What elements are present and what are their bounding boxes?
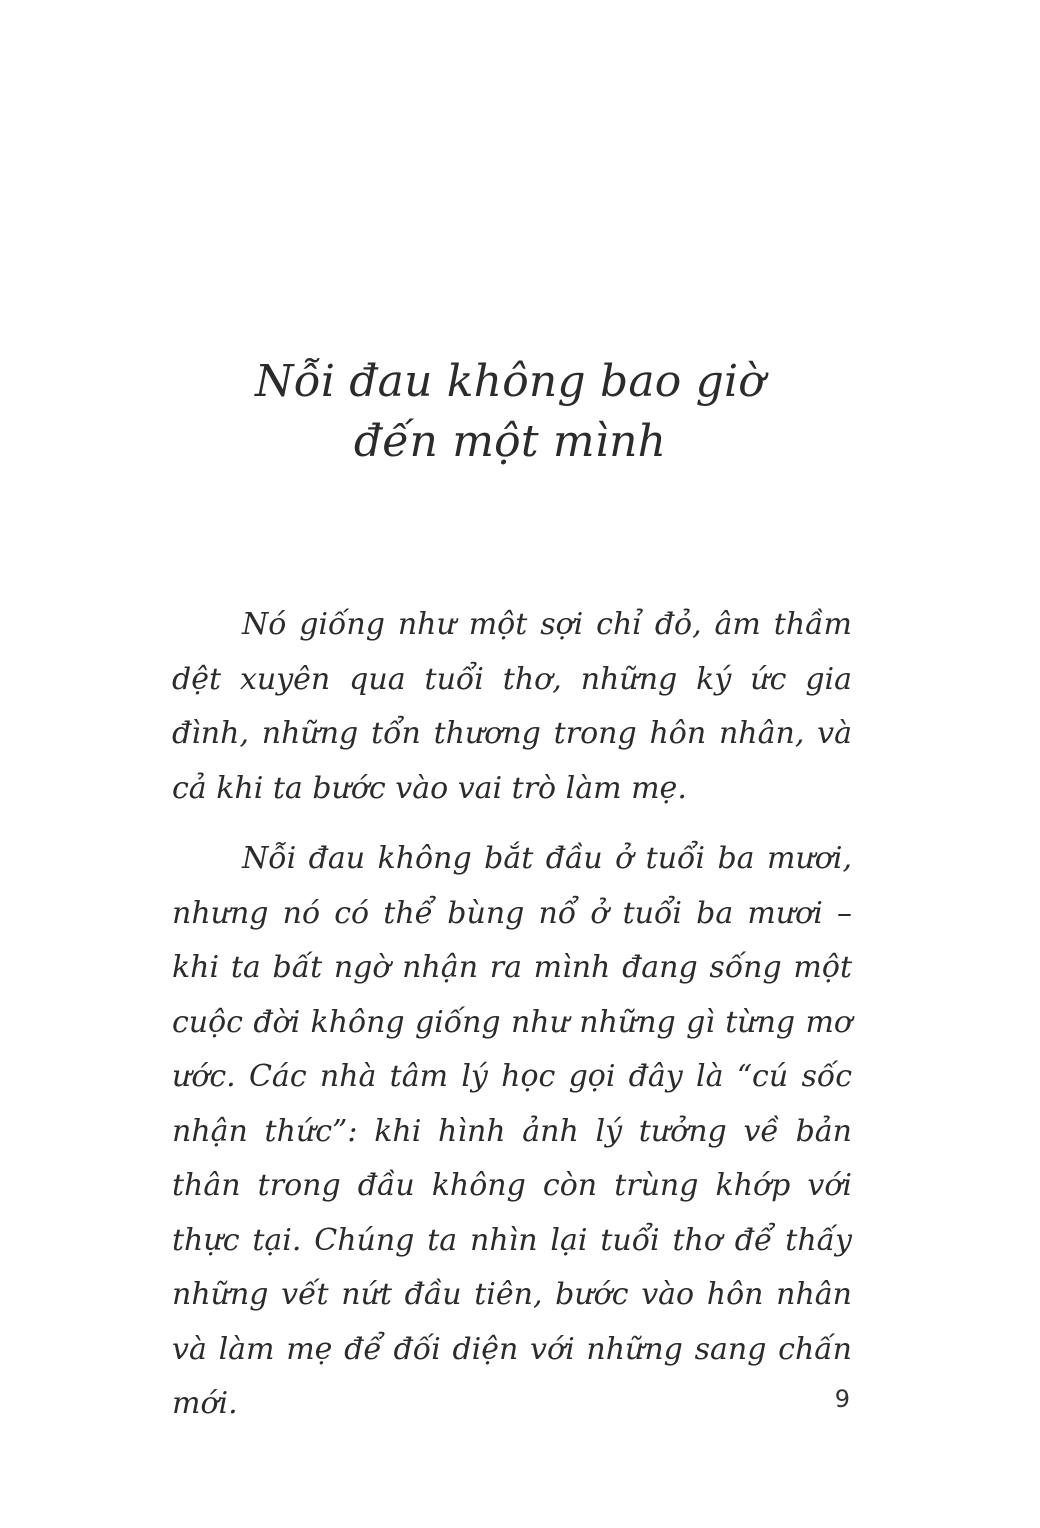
body-paragraph-1: Nó giống như một sợi chỉ đỏ, âm thầm dệt xuyên qua tuổi thơ, những ký ức gia đình, những tổn thương trong hôn nhân, và cả khi ta bước vào vai trò làm mẹ. xyxy=(172,607,852,806)
page-number: 9 xyxy=(834,1385,850,1413)
body-paragraph-2: Nỗi đau không bắt đầu ở tuổi ba mươi, nhưng nó có thể bùng nổ ở tuổi ba mươi – khi ta bất ngờ nhận ra mình đang sống một cuộc đời không giống như những gì từng mơ ước. Các nhà tâm lý học gọi đây là “cú sốc nhận thức”: khi hình ảnh lý tưởng về bản thân trong đầu không còn trùng khớp với thực tại. Chúng ta nhìn lại tuổi thơ để thấy những vết nứt đầu tiên, bước vào hôn nhân và làm mẹ để đối diện với những sang chấn mới. xyxy=(172,841,852,1421)
chapter-title-line-1: Nỗi đau không bao giờ xyxy=(255,356,765,407)
chapter-title-line-2: đến một mình xyxy=(353,416,667,467)
